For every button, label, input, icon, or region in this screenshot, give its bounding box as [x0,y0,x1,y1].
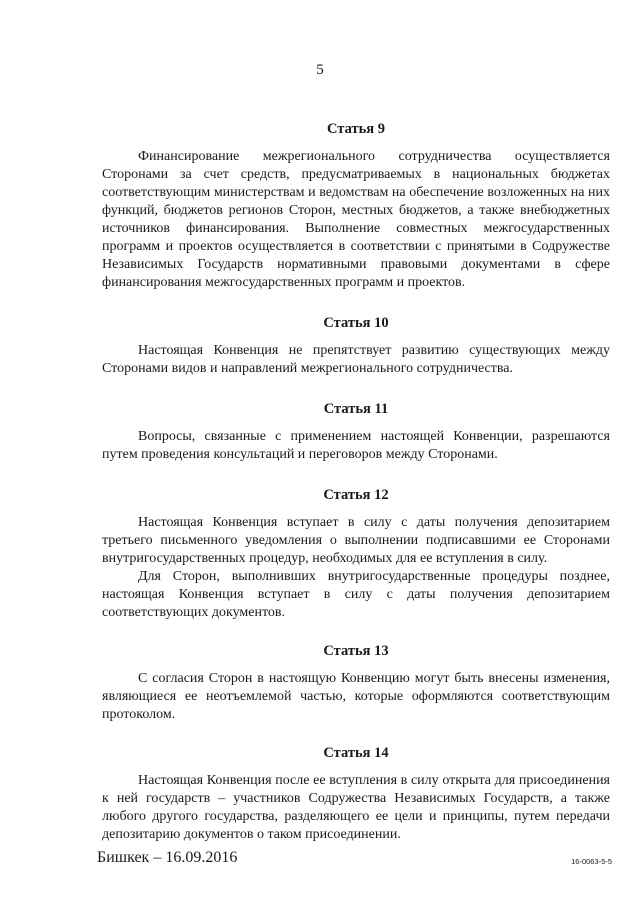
article-paragraph: Вопросы, связанные с применением настоящей Конвенции, разрешаются путем проведения консультаций и переговоров между Сторонами. [102,429,610,462]
article-paragraph: Настоящая Конвенция вступает в силу с даты получения депозитарием третьего письменного уведомления о выполнении подписавшими ее Сторонами внутригосударственных процедур, необходимых для ее вступления в силу. [102,515,610,566]
article-paragraph: Для Сторон, выполнивших внутригосударственные процедуры позднее, настоящая Конвенция вступает в силу с даты получения депозитарием соответствующих документов. [102,569,610,620]
document-body [102,120,610,844]
article-10 [102,314,610,378]
article-13 [102,642,610,724]
article-heading: Статья 12 [323,487,389,503]
article-14 [102,744,610,844]
footer-place-date: Бишкек – 16.09.2016 [97,849,238,866]
article-heading: Статья 14 [323,745,389,761]
article-paragraph: Настоящая Конвенция не препятствует развитию существующих между Сторонами видов и направлений межрегионального сотрудничества. [102,343,610,376]
article-heading: Статья 9 [327,121,385,137]
article-11 [102,400,610,464]
article-paragraph: Финансирование межрегионального сотрудничества осуществляется Сторонами за счет средств, предусматриваемых в национальных бюджетах соответствующим министерствам и ведомствам на обеспечение возложенных на них функций, бюджетов регионов Сторон, местных бюджетов, а также внебюджетных источников финансирования. Выполнение совместных межгосударственных программ и проектов осуществляется в соответствии с принятыми в Содружестве Независимых Государств нормативными правовыми документами в сфере финансирования межгосударственных программ и проектов. [102,149,610,290]
footer-document-code: 16-0063-5-5 [571,857,612,866]
article-12 [102,486,610,622]
article-9 [102,120,610,292]
article-paragraph: С согласия Сторон в настоящую Конвенцию могут быть внесены изменения, являющиеся ее неотъемлемой частью, которые оформляются соответствующим протоколом. [102,671,610,722]
page-number: 5 [316,62,324,78]
article-paragraph: Настоящая Конвенция после ее вступления в силу открыта для присоединения к ней государств – участников Содружества Независимых Государств, а также любого другого государства, разделяющего ее цели и принципы, путем передачи депозитарию документов о таком присоединении. [102,773,610,842]
article-heading: Статья 13 [323,643,389,659]
article-heading: Статья 10 [323,315,389,331]
article-heading: Статья 11 [323,401,389,417]
